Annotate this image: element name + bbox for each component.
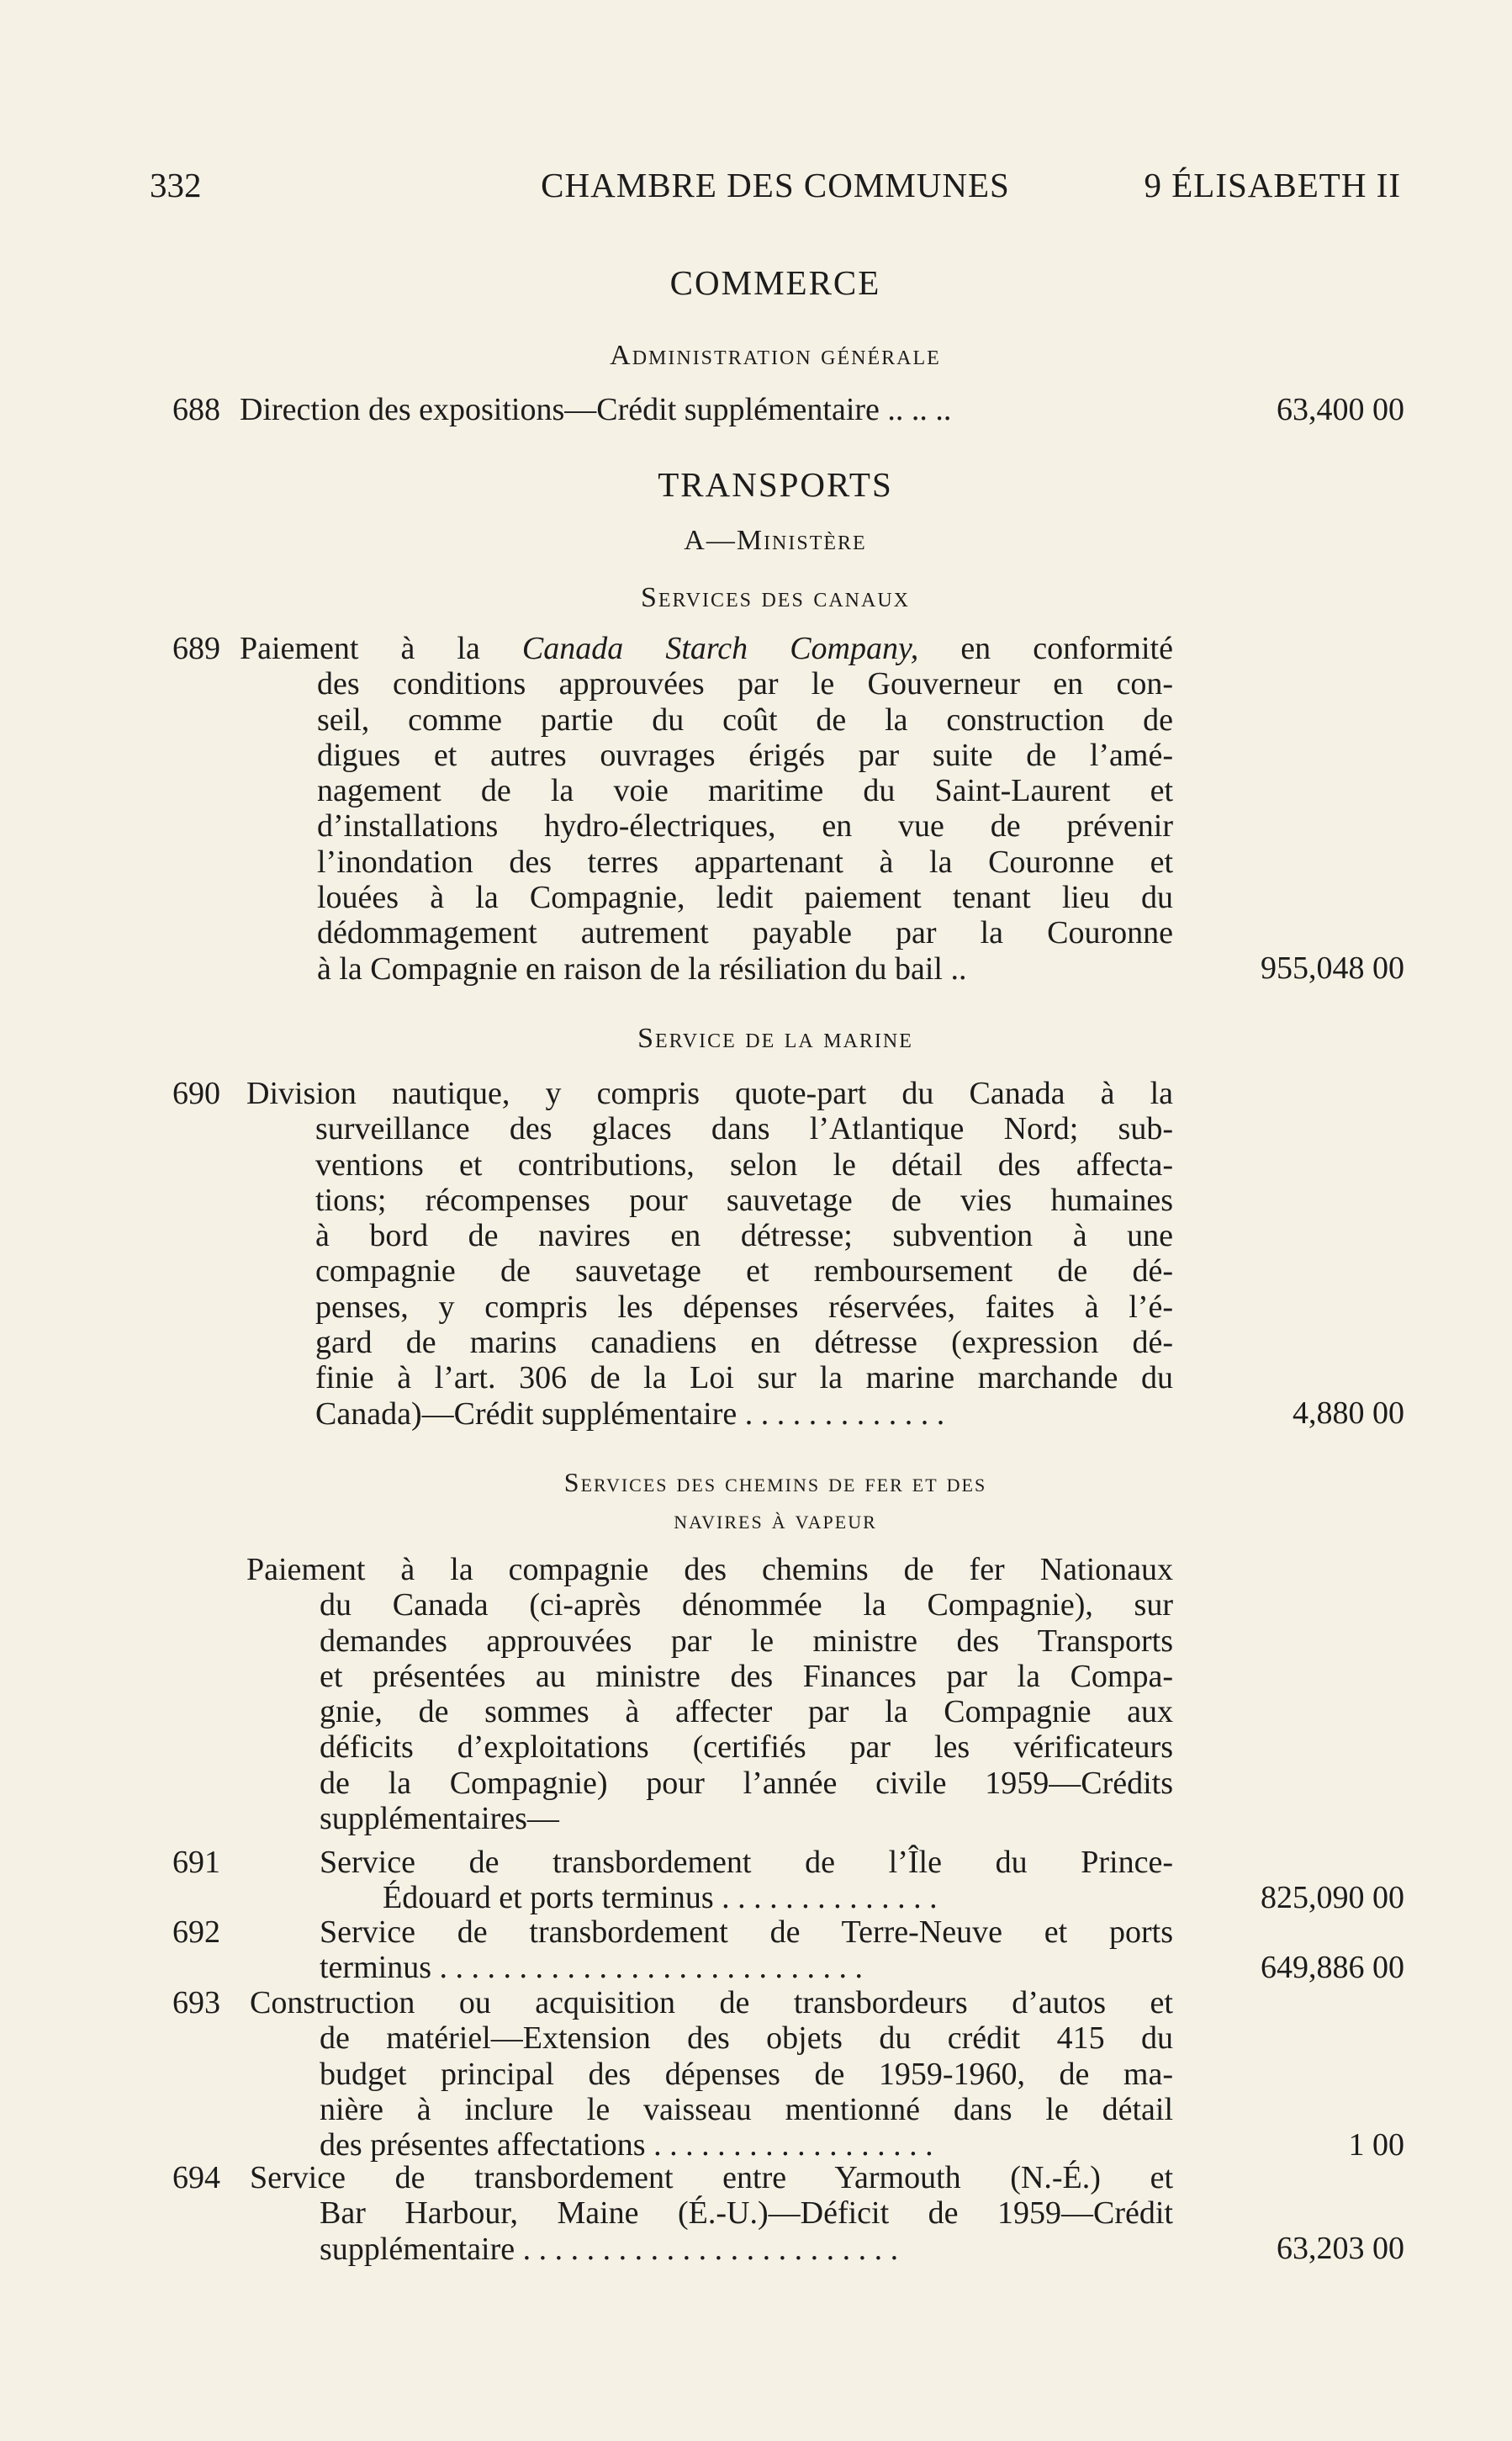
vote-number: 691 bbox=[172, 1845, 220, 1880]
vote-amount: 1 00 bbox=[1348, 2127, 1404, 2163]
page-number: 332 bbox=[150, 166, 202, 204]
vote-688 bbox=[172, 392, 1404, 434]
vote-text-line: terminus . . . . . . . . . . . . . . . . . . . . . . . . . . . bbox=[320, 1950, 863, 1986]
vote-number: 688 bbox=[172, 392, 220, 427]
heading-chemins-de-fer bbox=[150, 1464, 1401, 1538]
company-name: Canada Starch Company, bbox=[521, 631, 919, 666]
vote-692 bbox=[172, 1914, 1404, 1990]
vote-text-line: finie à l’art. 306 de la Loi sur la marine marchande du bbox=[315, 1360, 1173, 1396]
intro-text-line: déficits d’exploitations (certifiés par les vérificateurs bbox=[320, 1729, 1173, 1766]
heading-line: Services des chemins de fer et des bbox=[563, 1467, 987, 1497]
vote-text-line: Paiement à la Canada Starch Company, en conformité bbox=[240, 631, 1173, 666]
vote-text-line: surveillance des glaces dans l’Atlantique Nord; sub- bbox=[315, 1111, 1173, 1147]
vote-text-line: Édouard et ports terminus . . . . . . . . . . . . . . bbox=[383, 1880, 938, 1916]
vote-text-line: Service de transbordement entre Yarmouth (N.-É.) et bbox=[250, 2160, 1173, 2195]
vote-text-line: nagement de la voie maritime du Saint-Laurent et bbox=[317, 773, 1173, 809]
vote-text-line: de matériel—Extension des objets du crédit 415 du bbox=[320, 2020, 1173, 2057]
vote-690 bbox=[172, 1076, 1404, 1438]
vote-693 bbox=[172, 1985, 1404, 2166]
heading-ministere: A—Ministère bbox=[684, 525, 867, 556]
vote-text-line: compagnie de sauvetage et remboursement de dé- bbox=[315, 1253, 1173, 1289]
vote-689 bbox=[172, 631, 1404, 993]
railway-intro bbox=[172, 1552, 1404, 1842]
vote-text-line: à bord de navires en détresse; subvention à une bbox=[315, 1218, 1173, 1254]
intro-text-line: de la Compagnie) pour l’année civile 1959—Crédits bbox=[320, 1765, 1173, 1801]
vote-number: 692 bbox=[172, 1914, 220, 1950]
vote-text-line: Bar Harbour, Maine (É.-U.)—Déficit de 1959—Crédit bbox=[320, 2195, 1173, 2232]
vote-text-line: nière à inclure le vaisseau mentionné dans le détail bbox=[320, 2091, 1173, 2127]
heading-transports: TRANSPORTS bbox=[658, 465, 893, 504]
intro-text-line: gnie, de sommes à affecter par la Compagnie aux bbox=[320, 1694, 1173, 1730]
vote-text-line: penses, y compris les dépenses réservées, faites à l’é- bbox=[315, 1289, 1173, 1325]
vote-text-line: Service de transbordement de l’Île du Prince- bbox=[320, 1845, 1173, 1880]
vote-number: 693 bbox=[172, 1985, 220, 2020]
vote-text-line: l’inondation des terres appartenant à la Couronne et bbox=[317, 844, 1173, 880]
vote-amount: 649,886 00 bbox=[1261, 1950, 1404, 1985]
intro-text-line: et présentées au ministre des Finances par la Compa- bbox=[320, 1658, 1173, 1694]
running-title: CHAMBRE DES COMMUNES bbox=[541, 166, 1010, 204]
vote-text-line: tions; récompenses pour sauvetage de vies humaines bbox=[315, 1182, 1173, 1218]
vote-number: 690 bbox=[172, 1076, 220, 1111]
heading-administration: Administration générale bbox=[610, 340, 941, 371]
intro-text-line: du Canada (ci-après dénommée la Compagnie), sur bbox=[320, 1587, 1173, 1623]
vote-694 bbox=[172, 2160, 1404, 2269]
intro-text-line: supplémentaires— bbox=[320, 1801, 559, 1837]
vote-amount: 63,203 00 bbox=[1277, 2231, 1404, 2266]
vote-text-line: Service de transbordement de Terre-Neuve et ports bbox=[320, 1914, 1173, 1950]
vote-text-line: budget principal des dépenses de 1959-1960, de ma- bbox=[320, 2056, 1173, 2092]
vote-number: 694 bbox=[172, 2160, 220, 2195]
regnal-year: 9 ÉLISABETH II bbox=[1144, 166, 1401, 204]
vote-amount: 63,400 00 bbox=[1277, 392, 1404, 427]
vote-text-line: des présentes affectations . . . . . . . . . . . . . . . . . . bbox=[320, 2127, 933, 2163]
vote-text-line: ventions et contributions, selon le détail des affecta- bbox=[315, 1146, 1173, 1183]
vote-text-line: digues et autres ouvrages érigés par suite de l’amé- bbox=[317, 737, 1173, 773]
vote-text-line: des conditions approuvées par le Gouverneur en con- bbox=[317, 666, 1173, 702]
page-header bbox=[150, 165, 1401, 215]
vote-text-line: louées à la Compagnie, ledit paiement tenant lieu du bbox=[317, 880, 1173, 916]
intro-text-line: demandes approuvées par le ministre des Transports bbox=[320, 1623, 1173, 1659]
heading-services-canaux: Services des canaux bbox=[640, 582, 910, 613]
vote-amount: 4,880 00 bbox=[1293, 1395, 1404, 1431]
vote-text: Direction des expositions—Crédit supplémentaire .. .. .. bbox=[240, 392, 952, 427]
heading-line: navires à vapeur bbox=[674, 1504, 877, 1534]
heading-service-marine: Service de la marine bbox=[637, 1023, 913, 1054]
vote-number: 689 bbox=[172, 631, 220, 666]
vote-text-line: gard de marins canadiens en détresse (expression dé- bbox=[315, 1325, 1173, 1361]
vote-amount: 825,090 00 bbox=[1261, 1880, 1404, 1915]
heading-commerce: COMMERCE bbox=[669, 263, 881, 302]
vote-text-line: Division nautique, y compris quote-part du Canada à la bbox=[246, 1076, 1173, 1111]
intro-text-line: Paiement à la compagnie des chemins de fer Nationaux bbox=[246, 1552, 1173, 1587]
vote-text-line: d’installations hydro-électriques, en vue de prévenir bbox=[317, 808, 1173, 845]
vote-amount: 955,048 00 bbox=[1261, 950, 1404, 986]
vote-text-line: dédommagement autrement payable par la Couronne bbox=[317, 915, 1173, 951]
vote-text-line: supplémentaire . . . . . . . . . . . . . . . . . . . . . . . . bbox=[320, 2231, 899, 2267]
vote-text-line: seil, comme partie du coût de la construction de bbox=[317, 702, 1173, 738]
vote-691 bbox=[172, 1845, 1404, 1920]
vote-text-line: Construction ou acquisition de transbordeurs d’autos et bbox=[250, 1985, 1173, 2020]
vote-text-line: à la Compagnie en raison de la résiliation du bail .. bbox=[317, 950, 967, 987]
vote-text-line: Canada)—Crédit supplémentaire . . . . . . . . . . . . . bbox=[315, 1395, 945, 1432]
